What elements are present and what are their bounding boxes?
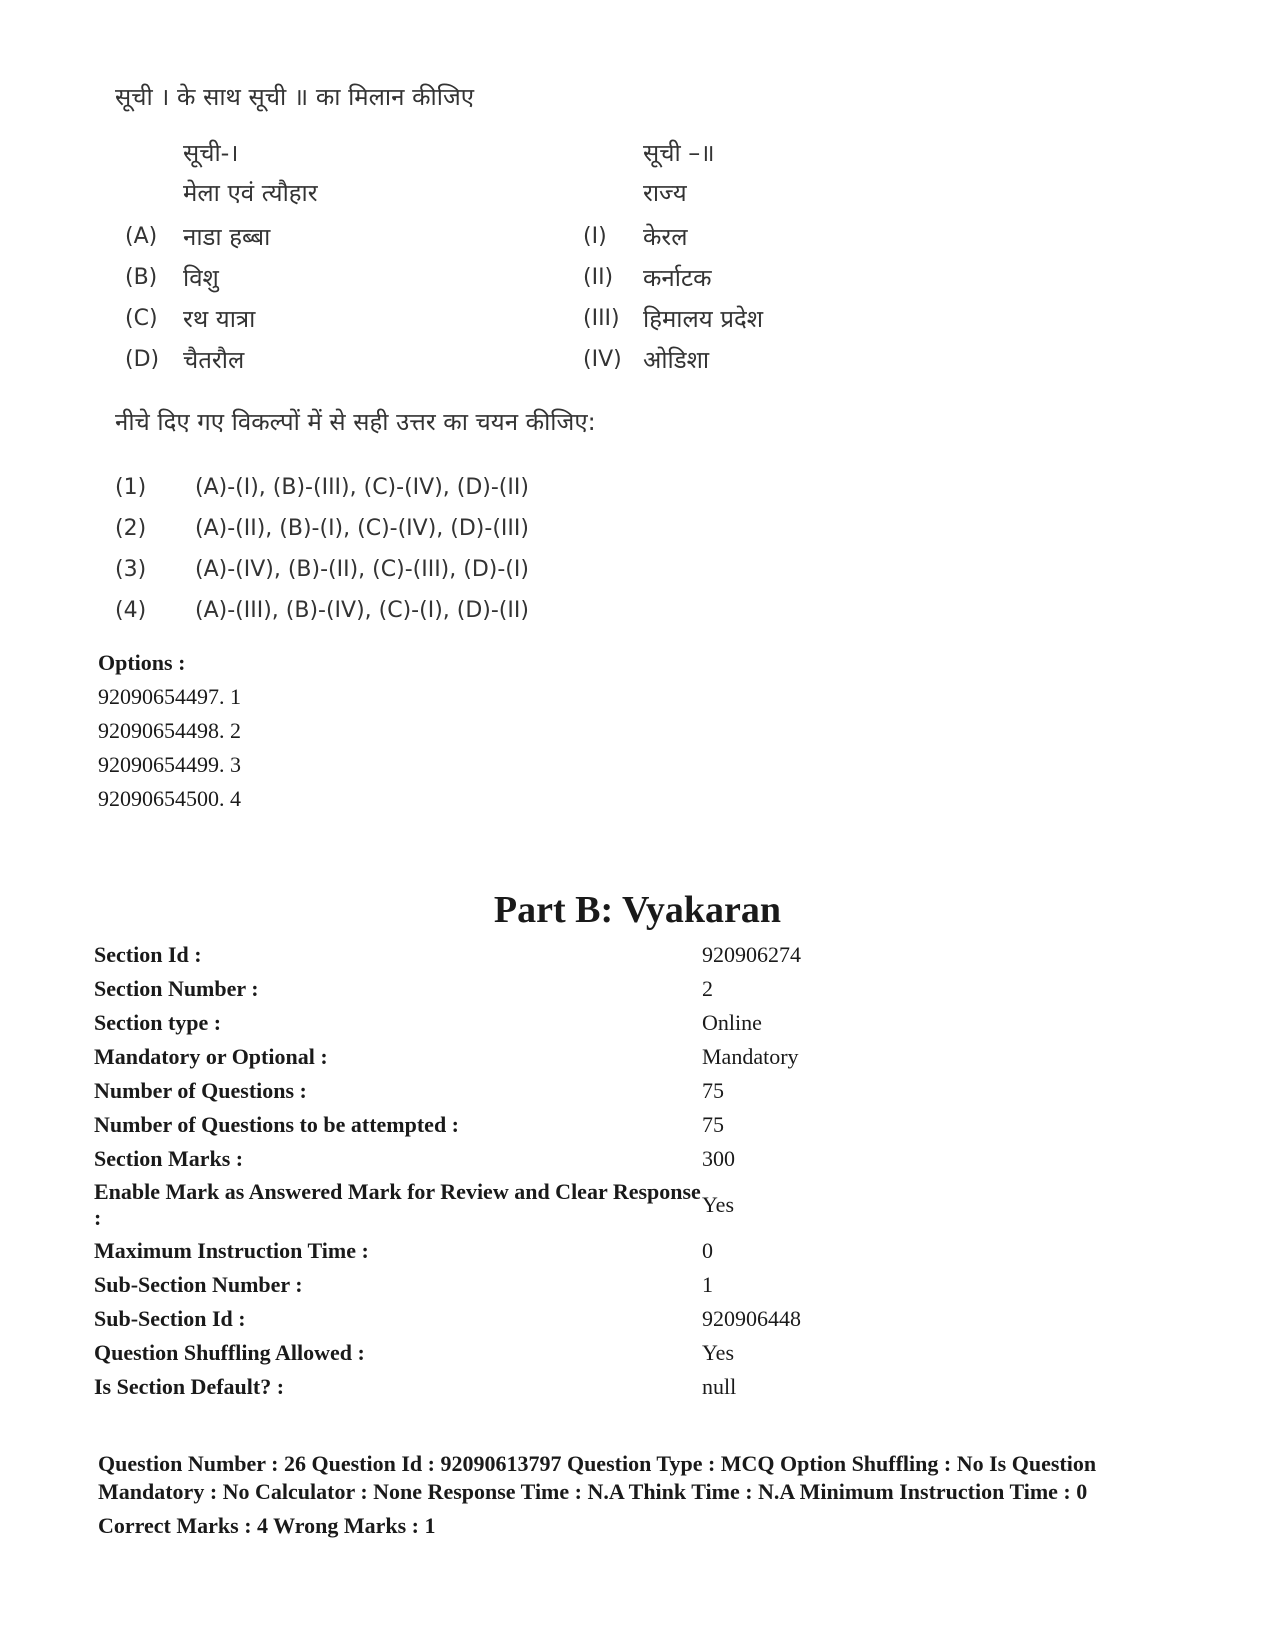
- answer-choice: [115, 508, 529, 549]
- answer-text: (A)-(III), (B)-(IV), (C)-(I), (D)-(II): [195, 598, 529, 623]
- detail-value: 75: [702, 1078, 724, 1103]
- detail-row: [94, 1142, 801, 1176]
- answer-text: (A)-(IV), (B)-(II), (C)-(III), (D)-(I): [195, 557, 529, 582]
- detail-row: [94, 1370, 801, 1404]
- list-1-heading: सूची-।: [183, 139, 239, 167]
- detail-value: Yes: [702, 1340, 735, 1365]
- list-item-text: चैतरौल: [183, 346, 245, 374]
- question-prompt: नीचे दिए गए विकल्पों में से सही उत्तर का चयन कीजिए:: [115, 408, 596, 436]
- detail-key: Mandatory or Optional :: [94, 1044, 328, 1069]
- list-1: [125, 136, 318, 380]
- list-item: [125, 298, 318, 339]
- option-item: 92090654497. 1: [98, 684, 241, 709]
- detail-key: Section Number :: [94, 976, 259, 1001]
- detail-key: Maximum Instruction Time :: [94, 1238, 369, 1263]
- options-list: [98, 650, 241, 820]
- answer-choices: [115, 467, 529, 631]
- detail-key: Section Id :: [94, 942, 202, 967]
- detail-key: Question Shuffling Allowed :: [94, 1340, 365, 1365]
- detail-key: Section type :: [94, 1010, 222, 1035]
- list-item-label: (III): [583, 306, 620, 331]
- answer-choice: [115, 467, 529, 508]
- detail-value: Online: [702, 1010, 762, 1035]
- detail-row: [94, 1074, 801, 1108]
- detail-row: [94, 1336, 801, 1370]
- detail-row: [94, 1268, 801, 1302]
- detail-row: [94, 938, 801, 972]
- detail-key: Number of Questions :: [94, 1078, 307, 1103]
- answer-choice: [115, 590, 529, 631]
- detail-value: 75: [702, 1112, 724, 1137]
- list-item-text: ओडिशा: [643, 346, 710, 374]
- list-item-text: हिमालय प्रदेश: [643, 305, 764, 333]
- list-item: [125, 216, 318, 257]
- list-item: [583, 339, 763, 380]
- detail-value: Yes: [702, 1192, 735, 1217]
- detail-value: 2: [702, 976, 713, 1001]
- detail-value: 300: [702, 1146, 735, 1171]
- options-heading: Options :: [98, 650, 186, 675]
- detail-value: Mandatory: [702, 1044, 799, 1069]
- answer-number: (2): [115, 516, 147, 541]
- list-item-text: नाडा हब्बा: [183, 223, 271, 251]
- list-item-label: (II): [583, 265, 614, 290]
- question-info-text: Question Number : 26 Question Id : 92090613797 Question Type : MCQ Option Shuffling : No Is Question Mandatory : No Calculator : None Response Time : N.A Think Time : N.A Minimum Instruction Time : 0: [98, 1451, 1097, 1504]
- list-item-text: विशु: [183, 264, 219, 292]
- list-item: [583, 257, 763, 298]
- detail-row: [94, 1176, 801, 1234]
- answer-number: (1): [115, 475, 147, 500]
- option-item: 92090654498. 2: [98, 718, 241, 743]
- detail-value: null: [702, 1374, 737, 1399]
- list-item: [125, 257, 318, 298]
- list-1-subheading: मेला एवं त्यौहार: [183, 179, 318, 207]
- list-2: [583, 136, 763, 380]
- list-2-subheading: राज्य: [643, 179, 687, 207]
- answer-text: (A)-(II), (B)-(I), (C)-(IV), (D)-(III): [195, 516, 529, 541]
- detail-row: [94, 972, 801, 1006]
- detail-row: [94, 1040, 801, 1074]
- detail-key: Sub-Section Number :: [94, 1272, 303, 1297]
- list-item-label: (A): [125, 224, 158, 249]
- detail-row: [94, 1108, 801, 1142]
- list-item: [583, 298, 763, 339]
- answer-choice: [115, 549, 529, 590]
- answer-number: (3): [115, 557, 147, 582]
- detail-value: 0: [702, 1238, 713, 1263]
- list-item-label: (D): [125, 347, 160, 372]
- detail-row: [94, 1234, 801, 1268]
- detail-key: Enable Mark as Answered Mark for Review and Clear Response :: [94, 1179, 701, 1230]
- detail-row: [94, 1006, 801, 1040]
- detail-value: 1: [702, 1272, 713, 1297]
- detail-key: Section Marks :: [94, 1146, 244, 1171]
- option-item: 92090654500. 4: [98, 786, 241, 811]
- detail-row: [94, 1302, 801, 1336]
- detail-key: Number of Questions to be attempted :: [94, 1112, 460, 1137]
- list-item-text: रथ यात्रा: [183, 305, 256, 333]
- list-item-label: (I): [583, 224, 607, 249]
- detail-value: 920906448: [702, 1306, 801, 1331]
- part-title: Part B: Vyakaran: [493, 889, 782, 931]
- answer-text: (A)-(I), (B)-(III), (C)-(IV), (D)-(II): [195, 475, 529, 500]
- answer-number: (4): [115, 598, 147, 623]
- list-item: [583, 216, 763, 257]
- list-item-label: (C): [125, 306, 158, 331]
- list-2-heading: सूची –॥: [643, 139, 715, 167]
- list-item: [125, 339, 318, 380]
- section-details: [94, 938, 801, 1404]
- list-item-label: (B): [125, 265, 158, 290]
- detail-value: 920906274: [702, 942, 801, 967]
- option-item: 92090654499. 3: [98, 752, 241, 777]
- question-marks: Correct Marks : 4 Wrong Marks : 1: [98, 1513, 436, 1538]
- list-item-text: केरल: [643, 223, 688, 251]
- detail-key: Sub-Section Id :: [94, 1306, 246, 1331]
- detail-key: Is Section Default? :: [94, 1374, 285, 1399]
- question-intro: सूची । के साथ सूची ॥ का मिलान कीजिए: [115, 83, 475, 111]
- list-item-label: (IV): [583, 347, 622, 372]
- list-item-text: कर्नाटक: [643, 264, 712, 292]
- question-info: [98, 1450, 1138, 1540]
